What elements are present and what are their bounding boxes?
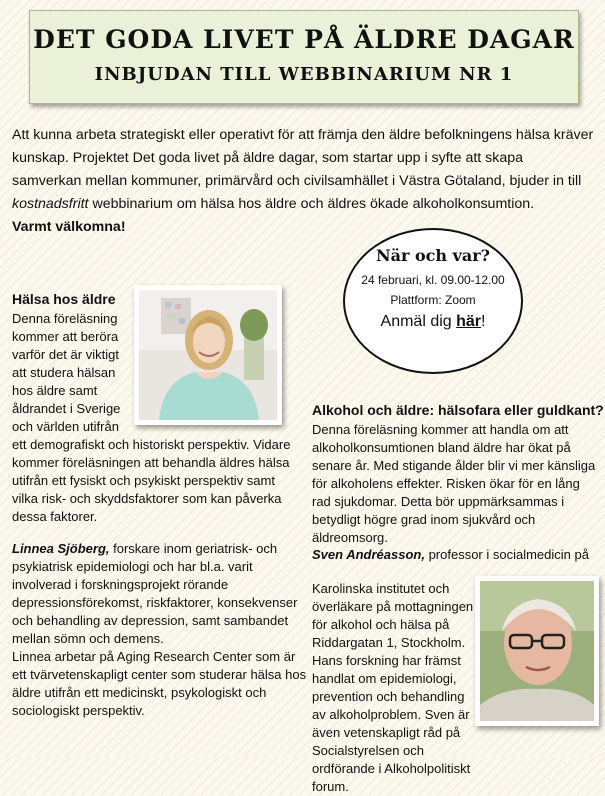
speaker2-bio-a: professor i socialmedicin på: [424, 547, 589, 562]
register-cta: [345, 313, 521, 331]
speaker2-bio-b: Karolinska institutet och överläkare på mottagningen för alkohol och hälsa på Riddargatan 1, Stockholm. Hans forskning har främst handlat om epidemiologi, prevention och behandling av alkoholproblem. Sven är även vetenskapligt råd på Socialstyrelsen och ordförande i Alkoholpolitiskt forum.: [312, 581, 474, 794]
man-portrait-illustration: [480, 581, 594, 721]
intro-text-b: webbinarium om hälsa hos äldre och äldres ökade alkoholkonsumtion.: [88, 196, 535, 212]
speaker1-photo: [134, 285, 282, 425]
speaker2-photo: [475, 576, 599, 726]
register-prefix: Anmäl dig: [380, 313, 457, 330]
event-date: 24 februari, kl. 09.00-12.00: [361, 273, 505, 287]
welcome-text: Varmt välkomna!: [12, 219, 126, 235]
event-platform: Plattform: Zoom: [390, 293, 476, 307]
event-heading: När och var?: [375, 246, 491, 265]
speaker1-name: Linnea Sjöberg,: [12, 541, 110, 556]
register-link[interactable]: här: [456, 313, 482, 330]
event-info-oval: [343, 228, 523, 374]
woman-portrait-illustration: [139, 290, 277, 420]
lecture2-body: Denna föreläsning kommer att handla om att alkoholkonsumtionen bland äldre har ökat på senare år. Med stigande ålder blir vi mer känsliga för alkoholens effekter. Risken ökar för en lång rad sjukdomar. Detta bör uppmärksammas i betydligt högre grad inom sjukvård och äldreomsorg.: [312, 422, 596, 545]
register-suffix: !: [481, 313, 486, 330]
lecture1-title: Hälsa hos äldre: [12, 291, 116, 307]
speaker1-bio: [12, 540, 312, 648]
lecture1-body-wrapped: Denna föreläsning kommer att beröra varför det är viktigt att studera hälsan hos äldre samt åldrandet i Sverige och världen utifrån: [12, 311, 121, 434]
lecture2-title: Alkohol och äldre: hälsofara eller guldkant?: [312, 402, 604, 418]
speaker1-bio-a: forskare inom geriatrisk- och psykiatrisk epidemiologi och har bl.a. varit involverad i forskningsprojekt rörande depressionsförekomst, riskfaktorer, konsekvenser och behandling av depression, samt sambandet mellan sömn och demens.: [12, 541, 298, 646]
speaker2-bio: [312, 546, 602, 564]
intro-italic: kostnadsfritt: [12, 196, 89, 212]
page-title: DET GODA LIVET PÅ ÄLDRE DAGAR: [33, 25, 575, 54]
speaker2-name: Sven Andréasson,: [312, 547, 425, 562]
intro-text-a: Att kunna arbeta strategiskt eller operativt för att främja den äldre befolkningens hälsa kräver kunskap. Projektet Det goda livet på äldre dagar, som startar upp i syfte att skapa samverkan mellan kommuner, primärvård och civilsamhället i Västra Götaland, bjuder in till: [12, 127, 594, 189]
title-banner: [29, 10, 579, 104]
speaker1-bio-b: Linnea arbetar på Aging Research Center som är ett tvärvetenskapligt center som studerar hälsa hos äldre utifrån ett medicinskt, psykologiskt och sociologiskt perspektiv.: [12, 649, 307, 718]
page-subtitle: INBJUDAN TILL WEBBINARIUM NR 1: [94, 64, 514, 85]
lecture1-body-wide: ett demografiskt och historiskt perspektiv. Vidare kommer föreläsningen att behandla äldres hälsa utifrån ett fysiskt och psykiskt perspektiv samt vilka risk- och skyddsfaktorer som kan påverka dessa faktorer.: [12, 437, 291, 524]
intro-paragraph: [12, 124, 596, 239]
